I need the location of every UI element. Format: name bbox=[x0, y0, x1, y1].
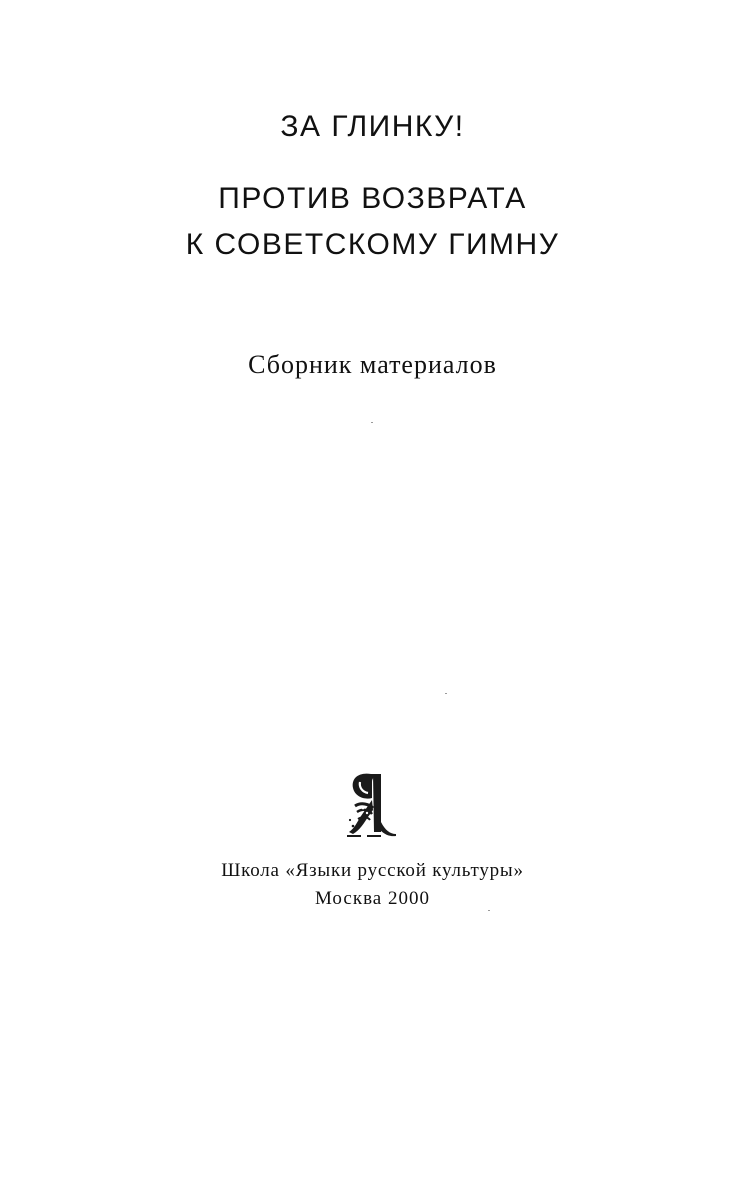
book-title: ЗА ГЛИНКУ! bbox=[280, 110, 465, 143]
subtitle-line-1: ПРОТИВ ВОЗВРАТА bbox=[218, 182, 527, 215]
scan-speck bbox=[488, 910, 490, 911]
publication-place-year: Москва 2000 bbox=[315, 888, 430, 909]
scan-speck bbox=[445, 693, 447, 694]
publisher-ya-logo-icon bbox=[341, 770, 399, 840]
subtitle-line-2: К СОВЕТСКОМУ ГИМНУ bbox=[185, 228, 560, 261]
scan-speck bbox=[371, 422, 373, 423]
collection-type: Сборник материалов bbox=[248, 350, 497, 379]
publisher-name: Школа «Языки русской культуры» bbox=[221, 860, 524, 881]
